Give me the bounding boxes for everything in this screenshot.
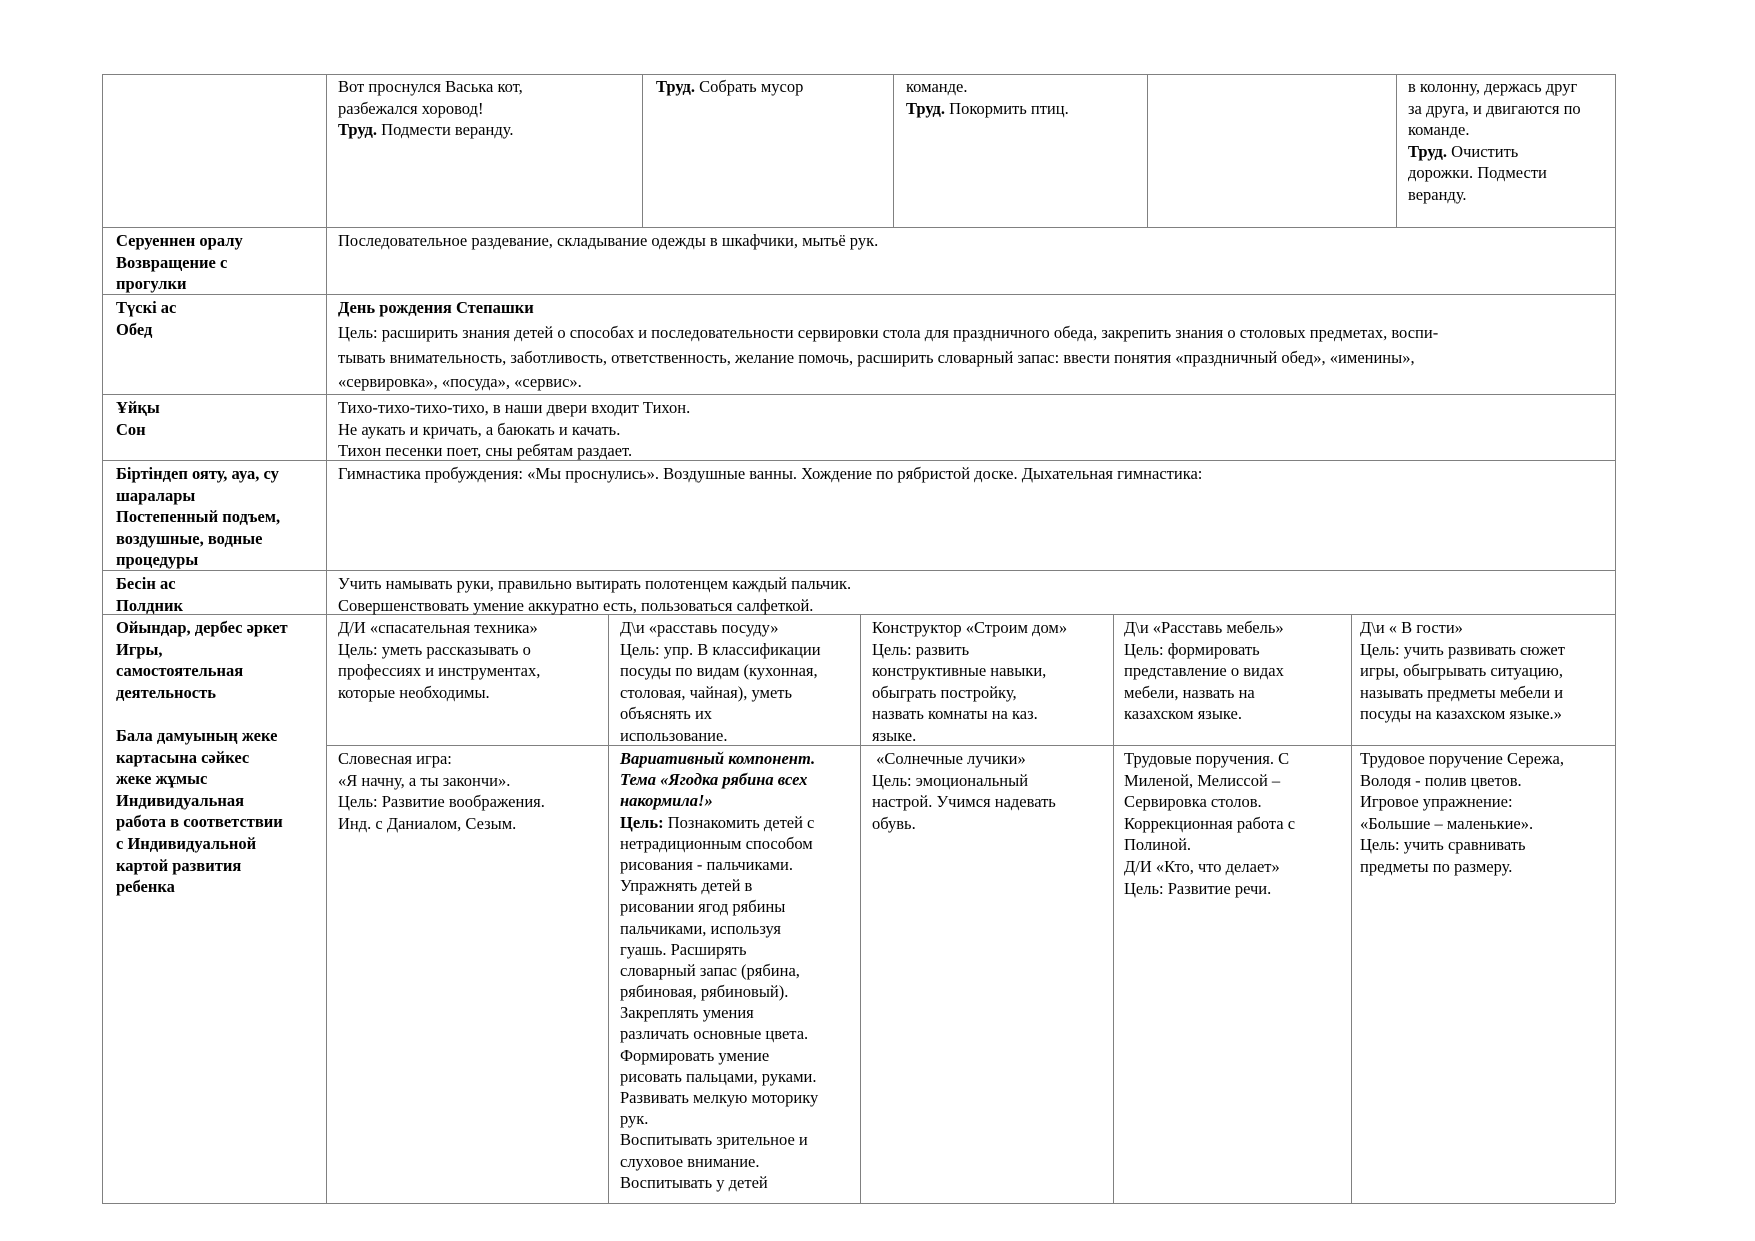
walk-cell-6 xyxy=(1408,76,1581,206)
label-line: Біртіндеп ояту, ауа, су xyxy=(116,464,279,483)
variative-line: Вариативный компонент. xyxy=(620,749,816,768)
label-line: Бала дамуының жеке xyxy=(116,725,278,745)
text-line: столовая, чайная), уметь xyxy=(620,682,793,702)
text-line: гуашь. Расширять xyxy=(620,939,747,959)
text-line: посуды по видам (кухонная, xyxy=(620,661,818,681)
label-line: работа в соответствии xyxy=(116,812,283,832)
text-line: Цель: развить xyxy=(872,639,970,659)
text-line: рисовании ягод рябины xyxy=(620,897,786,917)
individual-cell-5 xyxy=(1360,748,1564,878)
label-line: Бесін ас xyxy=(116,574,176,593)
text-line: «Я начну, а ты закончи». xyxy=(338,770,511,790)
text-line: объяснять их xyxy=(620,704,713,724)
row-divider xyxy=(102,460,1615,461)
label-line: Серуеннен оралу xyxy=(116,231,243,250)
walk-cell-4 xyxy=(906,76,1069,119)
game-cell-3 xyxy=(872,617,1067,747)
label-line: деятельность xyxy=(116,682,216,702)
label-line: прогулки xyxy=(116,274,187,294)
table-border-bottom xyxy=(102,1203,1615,1204)
text-line: представление о видах xyxy=(1124,661,1284,681)
text-line: Закреплять умения xyxy=(620,1003,754,1023)
labor-text: Подмести веранду. xyxy=(377,120,514,140)
text-line: Формировать умение xyxy=(620,1045,770,1065)
labor-line xyxy=(1408,141,1581,163)
text-line: команде. xyxy=(906,77,968,96)
text-line: Не аукать и кричать, а баюкать и качать. xyxy=(338,419,621,439)
text-line: Д\и «расставь посуду» xyxy=(620,618,779,637)
text-line: Д\и «Расставь мебель» xyxy=(1124,618,1284,637)
labor-line xyxy=(656,76,803,98)
column-divider xyxy=(1351,614,1352,1203)
text-line: за друга, и двигаются по xyxy=(1408,98,1581,118)
labor-text: Покормить птиц. xyxy=(945,98,1069,118)
column-divider xyxy=(860,614,861,1203)
sleep-label xyxy=(116,397,160,440)
text-line: нетрадиционным способом xyxy=(620,833,813,853)
text-line: Воспитывать зрительное и xyxy=(620,1130,808,1150)
text-line: Цель: эмоциональный xyxy=(872,770,1029,790)
label-line: картасына сәйкес xyxy=(116,747,250,767)
text-line: казахском языке. xyxy=(1124,704,1242,724)
text-line: Миленой, Мелиссой – xyxy=(1124,770,1281,790)
text-line: «сервировка», «посуда», «сервис». xyxy=(338,372,582,391)
label-line: картой развития xyxy=(116,855,242,875)
labor-label: Труд. xyxy=(1408,141,1448,161)
row-divider xyxy=(102,570,1615,571)
text-line: Цель: Развитие воображения. xyxy=(338,792,545,812)
lunch-content xyxy=(338,297,1438,393)
row-divider xyxy=(102,614,1615,615)
return-text xyxy=(338,230,878,252)
text-line: «Солнечные лучики» xyxy=(872,749,1026,768)
text-line: Вот проснулся Васька кот, xyxy=(338,77,523,96)
label-line: Индивидуальная xyxy=(116,790,245,810)
column-divider xyxy=(608,614,609,1203)
text-line: Развивать мелкую моторику xyxy=(620,1088,819,1107)
text-line: Цель: уметь рассказывать о xyxy=(338,639,531,659)
labor-text: Очистить xyxy=(1447,141,1519,161)
game-cell-2 xyxy=(620,617,821,747)
labor-label: Труд. xyxy=(656,77,696,96)
text-line: Игровое упражнение: xyxy=(1360,792,1513,812)
text-line: Цель: учить развивать сюжет xyxy=(1360,639,1565,659)
label-line: ребенка xyxy=(116,877,175,897)
text-line: дорожки. Подмести xyxy=(1408,163,1547,183)
text-line: настрой. Учимся надевать xyxy=(872,792,1056,812)
label-line: Полдник xyxy=(116,595,183,615)
game-cell-5 xyxy=(1360,617,1565,725)
games-label xyxy=(116,617,288,898)
text-line: Цель: расширить знания детей о способах и последовательности сервировки стола для праздничного обеда, закрепить знания о столовых предметах, воспи- xyxy=(338,323,1439,342)
column-divider xyxy=(1147,74,1148,227)
labor-line xyxy=(338,119,523,141)
text-line: Совершенствовать умение аккуратно есть, пользоваться салфеткой. xyxy=(338,595,814,615)
text-line: рябиновая, рябиновый). xyxy=(620,982,789,1002)
text-line: Д/И «Кто, что делает» xyxy=(1124,856,1280,876)
game-cell-4 xyxy=(1124,617,1284,725)
column-divider xyxy=(642,74,643,227)
text-line: Д\и « В гости» xyxy=(1360,618,1463,637)
row-divider xyxy=(102,227,1615,228)
text-line: рисования - пальчиками. xyxy=(620,854,793,874)
label-line: жеке жұмыс xyxy=(116,769,208,789)
text-line: Цель: упр. В классификации xyxy=(620,639,821,659)
label-line: самостоятельная xyxy=(116,661,244,681)
label-line: Возвращение с xyxy=(116,252,228,272)
text-line: Упражнять детей в xyxy=(620,876,753,896)
column-divider xyxy=(1113,614,1114,1203)
return-label xyxy=(116,230,243,295)
walk-cell-2 xyxy=(338,76,523,141)
label-line: шаралары xyxy=(116,485,196,505)
text-line: Цель: формировать xyxy=(1124,639,1260,659)
text-line: Д/И «спасательная техника» xyxy=(338,618,538,637)
text-line: команде. xyxy=(1408,120,1470,140)
table-border-top xyxy=(102,74,1615,75)
text-line: Словесная игра: xyxy=(338,749,452,768)
labor-label: Труд. xyxy=(338,120,378,140)
game-cell-1 xyxy=(338,617,540,703)
label-line: Түскі ас xyxy=(116,298,177,317)
snack-text xyxy=(338,573,851,616)
label-column-divider xyxy=(326,74,327,1203)
walk-cell-3 xyxy=(656,76,803,98)
snack-label xyxy=(116,573,183,616)
text-line: рисовать пальцами, руками. xyxy=(620,1066,817,1086)
text-line: конструктивные навыки, xyxy=(872,661,1047,681)
text-line: Тихон песенки поет, сны ребятам раздает. xyxy=(338,441,633,461)
text-line: разбежался хоровод! xyxy=(338,98,484,118)
text-line: Последовательное раздевание, складывание одежды в шкафчики, мытьё рук. xyxy=(338,231,879,250)
text-line: посуды на казахском языке.» xyxy=(1360,704,1562,724)
individual-cell-3 xyxy=(872,748,1056,834)
text-line: называть предметы мебели и xyxy=(1360,682,1564,702)
text-line: Полиной. xyxy=(1124,835,1192,855)
text-line: назвать комнаты на каз. xyxy=(872,704,1038,724)
text-line: Учить намывать руки, правильно вытирать полотенцем каждый пальчик. xyxy=(338,574,852,593)
text-line: словарный запас (рябина, xyxy=(620,960,800,980)
labor-line xyxy=(906,98,1069,120)
label-spacer xyxy=(116,703,288,725)
text-line: Инд. с Даниалом, Сезым. xyxy=(338,813,517,833)
column-divider xyxy=(1396,74,1397,227)
goal-label: Цель: xyxy=(620,812,664,832)
text-line: мебели, назвать на xyxy=(1124,682,1255,702)
lunch-label xyxy=(116,297,176,340)
text-line: игры, обыгрывать ситуацию, xyxy=(1360,661,1563,681)
text-line: веранду. xyxy=(1408,184,1467,204)
text-line: использование. xyxy=(620,725,728,745)
goal-text: Познакомить детей с xyxy=(663,812,815,832)
text-line: в колонну, держась друг xyxy=(1408,77,1578,96)
label-line: Игры, xyxy=(116,639,163,659)
text-line: Трудовые поручения. С xyxy=(1124,749,1290,768)
wake-text xyxy=(338,463,1202,485)
text-line: Цель: учить сравнивать xyxy=(1360,835,1526,855)
text-line: Трудовое поручение Сережа, xyxy=(1360,749,1564,768)
text-line: предметы по размеру. xyxy=(1360,856,1513,876)
label-line: Обед xyxy=(116,319,153,339)
wake-label xyxy=(116,463,280,571)
label-line: Сон xyxy=(116,419,146,439)
text-line: которые необходимы. xyxy=(338,682,490,702)
variative-line: накормила!» xyxy=(620,791,713,811)
row-divider xyxy=(102,394,1615,395)
text-line: тывать внимательность, заботливость, ответственность, желание помочь, расширить словарный запас: ввести понятия «праздничный обед», «именины», xyxy=(338,347,1415,367)
individual-cell-1 xyxy=(338,748,545,834)
label-line: Ұйқы xyxy=(116,398,160,417)
text-line: Конструктор «Строим дом» xyxy=(872,618,1068,637)
label-line: процедуры xyxy=(116,550,199,570)
table-border-left xyxy=(102,74,103,1203)
labor-label: Труд. xyxy=(906,98,946,118)
individual-cell-2 xyxy=(620,748,818,1193)
column-divider xyxy=(893,74,894,227)
text-line: пальчиками, используя xyxy=(620,918,781,938)
text-line: «Большие – маленькие». xyxy=(1360,813,1534,833)
text-line: обувь. xyxy=(872,813,916,833)
text-line: различать основные цвета. xyxy=(620,1024,809,1044)
row-divider xyxy=(102,294,1615,295)
label-line: с Индивидуальной xyxy=(116,833,257,853)
text-line: Сервировка столов. xyxy=(1124,792,1262,812)
text-line: Цель: Развитие речи. xyxy=(1124,878,1272,898)
label-line: Ойындар, дербес әркет xyxy=(116,618,288,637)
label-line: воздушные, водные xyxy=(116,528,263,548)
labor-text: Собрать мусор xyxy=(695,77,804,96)
text-line: Воспитывать у детей xyxy=(620,1172,768,1192)
text-line: обыграть постройку, xyxy=(872,682,1017,702)
sleep-text xyxy=(338,397,690,462)
text-line: профессиях и инструментах, xyxy=(338,661,541,681)
text-line: слуховое внимание. xyxy=(620,1151,760,1171)
label-line: Постепенный подъем, xyxy=(116,507,281,527)
individual-cell-4 xyxy=(1124,748,1295,899)
text-line: рук. xyxy=(620,1109,649,1129)
text-line: Коррекционная работа с xyxy=(1124,813,1296,833)
table-border-right xyxy=(1615,74,1616,1203)
text-line: языке. xyxy=(872,725,917,745)
text-line: Гимнастика пробуждения: «Мы проснулись». Воздушные ванны. Хождение по рябристой доске. Дыхательная гимнастика: xyxy=(338,464,1203,483)
text-line: Тихо-тихо-тихо-тихо, в наши двери входит Тихон. xyxy=(338,398,691,417)
goal-line xyxy=(620,812,818,833)
lunch-title: День рождения Степашки xyxy=(338,298,534,317)
variative-line: Тема «Ягодка рябина всех xyxy=(620,770,808,790)
text-line: Володя - полив цветов. xyxy=(1360,770,1522,790)
